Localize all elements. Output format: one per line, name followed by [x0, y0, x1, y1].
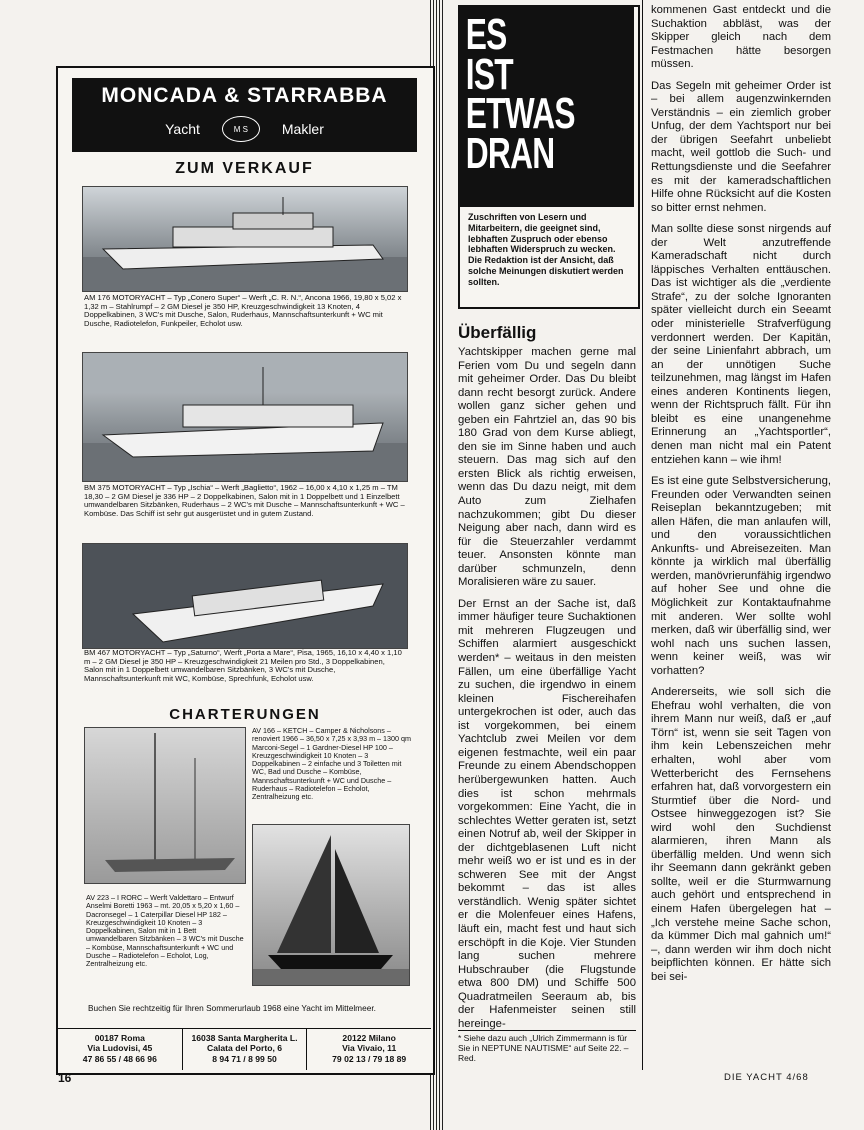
ms-logo-icon: M S [222, 116, 260, 142]
paragraph: Das Segeln mit geheimer Order ist – bei allem augenzwinkernden Verständnis – ein ziemlich grober Unfug, der dem Yachtsport nur bei der übrigen Seefahrt unbeliebt macht, weil gottlob die Such- und Rettungsdienste und die Seefahrer es mit der kameradschaftlichen Hilfe ohne Rücksicht auf die Kosten so bitter ernst nehmen. [651, 79, 831, 214]
article-column-2 [651, 4, 831, 992]
charter-heading: CHARTERUNGEN [169, 706, 321, 723]
address-phone: 8 94 71 / 8 99 50 [212, 1053, 277, 1064]
yacht-photo-2 [82, 352, 408, 482]
title-line-2: IST ETWAS [465, 49, 575, 139]
ad-footer-note: Buchen Sie rechtzeitig für Ihren Sommerurlaub 1968 eine Yacht im Mittelmeer. [88, 1003, 376, 1013]
address-milano [307, 1029, 431, 1070]
yacht-photo-3 [82, 543, 408, 649]
ad-tagline-left: Yacht [165, 121, 200, 137]
charter-1-caption: AV 166 – KETCH – Camper & Nicholsons – renoviert 1966 – 36,50 x 7,25 x 3,93 m – 1300 qm Marconi-Segel – 1 Gardner-Diesel HP 100 – Kreuzgeschwindigkeit 10 Knoten – 3 Doppelkabinen – 2 einfache und 3 Toiletten mit WC, Bad und Dusche – Kombüse, Mannschaftsunterkunft + WC und Dusche – Ruderhaus – Radiotelefon – Echolot, Zentralheizung etc. [252, 726, 412, 802]
address-row [58, 1028, 431, 1070]
paragraph: kommenen Gast entdeckt und die Suchaktion abbläst, was der Skipper gleich nach dem Festmachen hätte besorgen müssen. [651, 4, 831, 71]
paragraph: Andererseits, wie soll sich die Ehefrau wohl verhalten, die von ihrem Mann nur weiß, daß er „auf Törn“ ist, wenn sie seit Tagen von ihm kein Lebenszeichen mehr erhalten, wohl aber vom Wetterbericht des Fernsehens erfahren hat, daß vorvorgestern ein Sturmtief über die Nord- und Ostsee hinweggezogen ist? Sie wird wohl den Suchdienst alarmieren, ihren Mann als überfällig melden. Und wenn sich ihr Seemann dann gekränkt geben sollte, weil er die Sturmwarnung auch gehört und entsprechend in einem Hafen übergelegen hat – „Ich verstehe meine Sache schon, da kümmer Dich mal gahnich um!“ –, dann werden wir ihm doch nicht beipflichten können. Er hätte sich bei sei- [651, 686, 831, 983]
ad-tagline [72, 116, 417, 142]
address-city: 16038 Santa Margherita L. [191, 1033, 298, 1043]
address-phone: 79 02 13 / 79 18 89 [332, 1053, 407, 1064]
ad-header [72, 78, 417, 152]
listing-3-caption: BM 467 MOTORYACHT – Typ „Saturno“, Werft „Porta a Mare“, Pisa, 1965, 16,10 x 4,40 x 1,10 m – 2 GM Diesel je 350 HP – Kreuzgeschwindigkeit 21 Meilen pro Std., 3 Doppelkabinen, Salon mit in 1 Doppelbett umwandelbaren Sitzbänken, 3 WC's mit Dusche, Mannschaftsunterkunft mit WC, Kombüse, Sprechfunk, Echolot usw. [84, 648, 402, 684]
article-title [460, 7, 585, 178]
yacht-photo-1 [82, 186, 408, 292]
address-street: Via Ludovisi, 45 [87, 1043, 153, 1054]
paragraph: Der Ernst an der Sache ist, daß immer häufiger teure Suchaktionen mit mehreren Flugzeugen und Schiffen alarmiert ausgeschickt werden* – weitaus in den meisten Fällen, um eine überfällige Yacht zu suchen, die irgendwo in einem kleinen Fischereihafen untergekrochen ist oder, auch das ist vorgekommen, bei einem Yachtclub zwei Meilen vor dem eigenen festmachte, weil ein paar Freunde zu einem Abendschoppen herübergewunken hatten. Auch dies ist schon mehrmals vorgekommen: Eine Yacht, die in schlechtes Wetter geraten ist, setzt einen Notruf ab, weil der Skipper in der dichtgeblasenen Luft nicht mehr weiß wo er ist und es in der schweren See mit der Angst bekommt – das ist alles verständlich. Wenig später sichtet er die Molenfeuer eines Hafens, läuft ein, macht fest und haut sich erschöpft in die Koje. Vier Stunden lang suchen mehrere Hubschrauber (die Flugstunde etwa 800 DM) und Schiffe 500 Quadratmeilen Seeraum ab, bis der Hafenmeister seinen still hereinge- [458, 597, 636, 1030]
article-column-1 [458, 346, 636, 1039]
address-street: Calata del Porto, 6 [207, 1043, 282, 1054]
magazine-issue: DIE YACHT 4/68 [724, 1072, 809, 1083]
address-phone: 47 86 55 / 48 66 96 [82, 1053, 157, 1064]
charter-photo-2 [252, 824, 410, 986]
ad-tagline-right: Makler [281, 121, 324, 137]
article-heading: Überfällig [458, 323, 537, 342]
listing-2-caption: BM 375 MOTORYACHT – Typ „Ischia“ – Werft „Baglietto“, 1962 – 16,00 x 4,10 x 1,25 m – TM 18,30 – 2 GM Diesel je 336 HP – 2 Doppelkabinen, Salon mit in 1 Doppelbett und 1 Einzelbett umwandelbaren Sitzbänken, Ruderhaus – 2 WC's mit Dusche – Mannschaftsunterkunft + WC – Kombüse. Das Schiff ist sehr gut ausgerüstet und in gutem Zustand. [84, 483, 405, 519]
paragraph: Yachtskipper machen gerne mal Ferien vom Du und segeln dann mit geheimer Order. Das Du bleibt dann recht besorgt zurück. Andere wollen ganz sicher gehen und geben ein Fahrtziel an, das 90 bis 180 Grad von dem Kurse abliegt, den sie im Sinne haben und auch steuern. Das mag sich auf den ersten Blick als richtig erweisen, wenn das Du dazu neigt, mit dem Auto zum Zielhafen nachzukommen; gibt Du dieser Neigung aber nach, dann wird es für die Steuerzahler verdammt teuer. Ansonsten könnte man darüber schmunzeln, denn Moralisieren wäre zu sauer. [458, 346, 636, 589]
page-number: 16 [58, 1071, 72, 1085]
address-city: 00187 Roma [94, 1033, 145, 1043]
paragraph: Man sollte diese sonst nirgends auf der Welt anzutreffende Kameradschaft nicht durch läppisches Verhalten enttäuschen. Das ist wichtiger als die „verdiente Strafe“, zu der solche Ignoranten später vielleicht durch ein Seeamt oder ministerielle Strafverfügung verdonnert werden. Der Kapitän, der seine Linienfahrt abbrach, um an der unnötigen Suche teilzunehmen, mag längst im Hafen eines anderen Kontinents liegen, wenn der Richtspruch fällt. Für ihn bleibt es eine unangenehme Erinnerung an „Yachtsportler“, denen man nicht mal ein Patent entziehen kann – wie ihm! [651, 223, 831, 466]
article-intro: Zuschriften von Lesern und Mitarbeitern, die geeignet sind, lebhaften Zuspruch oder ebenso lebhaften Widerspruch zu wecken. Die Redaktion ist der Ansicht, daß solche Meinungen diskutiert werden sollten. [468, 212, 624, 287]
title-line-3: DRAN [465, 128, 555, 178]
paragraph: Es ist eine gute Selbstversicherung, Freunden oder Verwandten seinen Reiseplan bekanntzugeben; mit allen Häfen, die man anlaufen will, und den voraussichtlichen Ankunfts- und Abreisezeiten. Man könnte ja wirklich mal überfällig werden, manövrierunfähig irgendwo auf hoher See und ohne die Möglichkeit zur Kontaktaufnahme mit anderen. Wer sollte wohl merken, daß wir überfällig sind, wer wohl nach uns suchen lassen, wenn keiner weiß, was wir vorhatten? [651, 475, 831, 677]
address-rome [58, 1029, 183, 1070]
article-title-panel [460, 7, 634, 207]
column-separator [642, 0, 643, 1070]
charter-photo-1 [84, 727, 246, 884]
listing-1-caption: AM 176 MOTORYACHT – Typ „Conero Super“ – Werft „C. R. N.“, Ancona 1966, 19,80 x 5,02 x 1,32 m – Stahlrumpf – 2 GM Diesel je 350 HP, Kreuzgeschwindigkeit 13 Knoten, 4 Doppelkabinen, 3 WC's mit Dusche, Salon, Ruderhaus, Mannschaftsunterkunft + WC mit Dusche, Radiotelefon, Funkpeiler, Echolot usw. [84, 293, 402, 329]
charter-2-caption: AV 223 – I RORC – Werft Valdettaro – Entwurf Anselmi Boretti 1963 – mt. 20,05 x 5,20 x 1,60 – Dacronsegel – 1 Caterpillar Diesel HP 182 – Kreuzgeschwindigkeit 10 Knoten – 3 Doppelkabinen, Salon mit in 1 Bett umwandelbaren Sitzbänken – 3 WC's mit Dusche – Kombüse, Mannschaftsunterkunft + WC und Dusche – Radiotelefon – Echolot, Log, Zentralheizung etc. [86, 893, 244, 969]
article-footnote: * Siehe dazu auch „Ulrich Zimmermann is für Sie in NEPTUNE NAUTISME“ auf Seite 22. – Red. [458, 1030, 636, 1063]
title-line-1: ES [465, 10, 507, 59]
ad-brand: MONCADA & STARRABBA [101, 84, 388, 107]
sale-heading: ZUM VERKAUF [175, 160, 314, 177]
address-santa-margherita [183, 1029, 308, 1070]
address-street: Via Vivaio, 11 [342, 1043, 397, 1054]
address-city: 20122 Milano [342, 1033, 396, 1043]
